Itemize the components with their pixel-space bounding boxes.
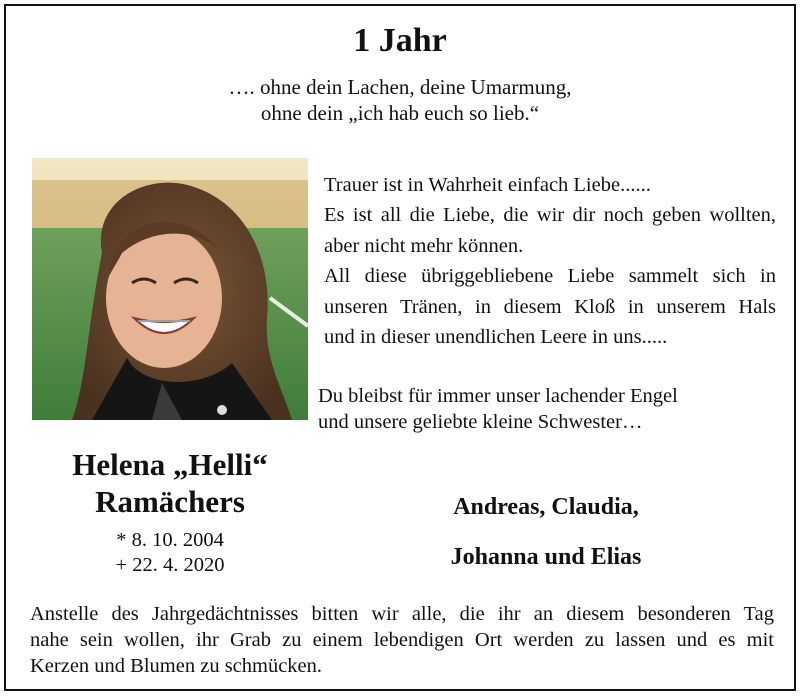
headline: 1 Jahr: [353, 22, 447, 59]
footer-request: [30, 601, 774, 679]
intro-line: …. ohne dein Lachen, deine Umarmung,: [228, 75, 572, 99]
closing-line: und unsere geliebte kleine Schwester…: [318, 411, 643, 433]
portrait-photo: [32, 158, 308, 420]
life-dates: [32, 528, 308, 578]
verse-line: Trauer ist in Wahrheit einfach Liebe......: [324, 174, 651, 196]
footer-line: nahe sein wollen, ihr Grab zu einem lebendigen Ort werden zu lassen und es mit: [30, 629, 774, 651]
family-line: Andreas, Claudia,: [453, 494, 639, 520]
obituary-card: [4, 4, 796, 691]
birth-date: * 8. 10. 2004: [116, 529, 224, 551]
death-date: + 22. 4. 2020: [115, 554, 225, 576]
family-line: Johanna und Elias: [450, 544, 642, 570]
closing-line: Du bleibst für immer unser lachender Engel: [318, 385, 678, 407]
verse-line: aber nicht mehr können.: [324, 234, 524, 257]
verse-line: Es ist all die Liebe, die wir dir noch geben wollten,: [324, 204, 776, 227]
intro-text: [6, 74, 794, 126]
name-line: Helena „Helli“: [72, 447, 268, 482]
deceased-name: [32, 446, 308, 520]
verse-text: [324, 170, 776, 352]
closing-text: [318, 383, 778, 435]
family-signature: [386, 482, 706, 582]
name-line: Ramächers: [95, 484, 245, 519]
footer-line: Anstelle des Jahrgedächtnisses bitten wir alle, die ihr an diesem besonderen Tag: [30, 603, 774, 625]
verse-line: All diese übriggebliebene Liebe sammelt sich in: [324, 265, 776, 288]
verse-line: und in dieser unendlichen Leere in uns.....: [324, 326, 668, 349]
intro-line: ohne dein „ich hab euch so lieb.“: [260, 101, 540, 125]
verse-line: unseren Tränen, in diesem Kloß in unserem Hals: [324, 295, 776, 318]
footer-line: Kerzen und Blumen zu schmücken.: [30, 655, 323, 677]
